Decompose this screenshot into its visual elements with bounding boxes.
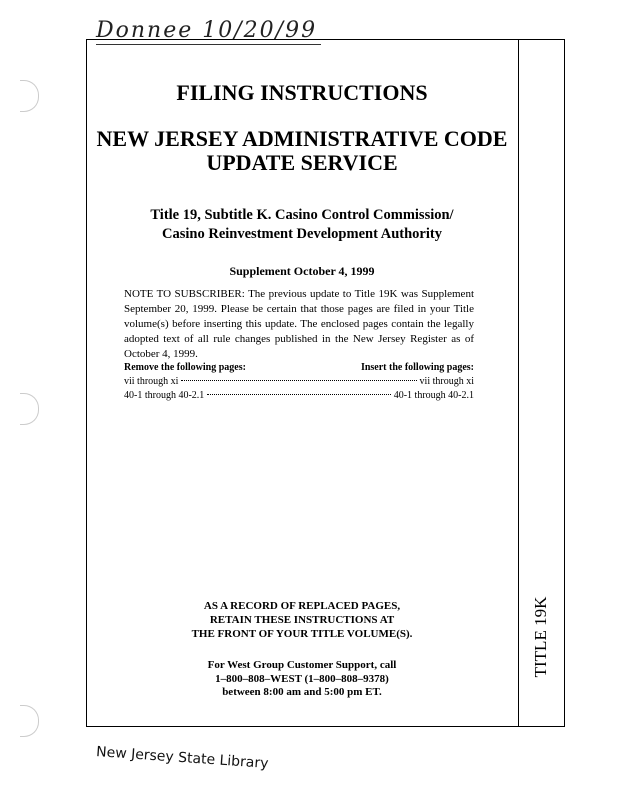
record-line-1: AS A RECORD OF REPLACED PAGES, [203,600,401,612]
supplement-date: Supplement October 4, 1999 [229,264,375,278]
handwritten-note-text: Donnee 10/20/99 [96,18,318,43]
dot-leader [181,380,416,381]
support-line-2: 1–800–808–WEST (1–800–808–9378) [215,672,389,685]
frame-top-border [86,39,564,40]
dot-leader [207,394,390,395]
code-title-line-2: UPDATE SERVICE [206,150,398,175]
record-instructions [86,599,518,641]
tab-divider [518,39,519,727]
subtitle-line-2: Casino Reinvestment Development Authority [162,226,442,242]
remove-pages-value: vii through xi [124,376,179,387]
pages-row [124,390,474,401]
handwritten-underline [96,44,321,45]
frame-bottom-border [86,726,564,727]
support-line-3: between 8:00 am and 5:00 pm ET. [222,686,382,698]
subtitle [86,206,518,244]
frame-right-border [564,39,565,727]
insert-pages-value: 40-1 through 40-2.1 [393,390,474,401]
customer-support [86,659,518,700]
note-to-subscriber: NOTE TO SUBSCRIBER: The previous update to Title 19K was Supplement September 20, 1999. Please be certain that those pages are filed in your Title volume(s) before inserting this update. The enclosed pages contain the legally adopted text of all rule changes published in the New Jersey Register as of October 4, 1999. [124,288,474,360]
punch-hole-bottom [20,705,39,737]
remove-pages-value: 40-1 through 40-2.1 [124,390,205,401]
subtitle-line-1: Title 19, Subtitle K. Casino Control Commission/ [150,207,454,223]
record-line-3: THE FRONT OF YOUR TITLE VOLUME(S). [191,628,413,640]
library-stamp: New Jersey State Library [95,743,269,773]
pages-header [124,362,474,373]
title-tab-label: TITLE 19K [531,596,550,678]
pages-row [124,376,474,387]
punch-hole-top [20,80,39,112]
insert-pages-header: Insert the following pages: [360,362,474,373]
support-line-1: For West Group Customer Support, call [207,659,397,671]
code-title-line-1: NEW JERSEY ADMINISTRATIVE CODE [96,126,508,151]
code-title [86,127,518,175]
page-title: FILING INSTRUCTIONS [176,80,428,105]
insert-pages-value: vii through xi [419,376,474,387]
remove-pages-header: Remove the following pages: [124,362,246,373]
punch-hole-middle [20,393,39,425]
record-line-2: RETAIN THESE INSTRUCTIONS AT [209,614,395,626]
